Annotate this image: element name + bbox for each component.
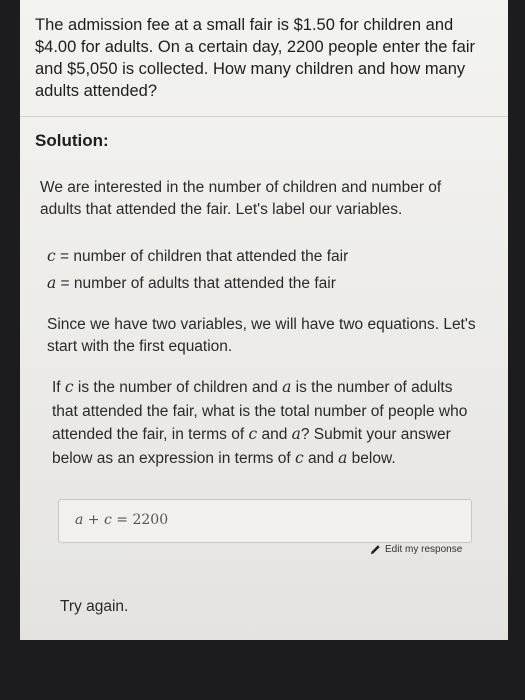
question-text: If xyxy=(52,379,65,396)
variable-definitions xyxy=(47,243,348,297)
problem-statement: The admission fee at a small fair is $1.50 for children and $4.00 for adults. On a certain day, 2200 people enter the fair and $5,050 is collected. How many children and how many adults attended? xyxy=(35,16,475,100)
answer-input[interactable] xyxy=(58,499,472,543)
math-var: a xyxy=(75,512,84,528)
question-text: ? Submit your answer below as an expression in terms of xyxy=(52,426,451,467)
variable-a: a xyxy=(47,274,57,292)
math-var: c xyxy=(64,378,74,396)
variable-c: c xyxy=(47,247,56,265)
equals-sign: = xyxy=(56,275,74,292)
math-var: a xyxy=(282,378,292,396)
math-var: a xyxy=(338,448,348,467)
answer-expression xyxy=(75,512,168,528)
edit-response-link[interactable] xyxy=(370,544,462,555)
pencil-icon xyxy=(370,544,381,555)
question-prompt xyxy=(52,376,482,470)
plus-sign: + xyxy=(83,512,104,528)
answer-number: 2200 xyxy=(132,512,169,528)
definition-adults xyxy=(47,270,348,297)
equals-sign: = xyxy=(111,512,133,528)
edit-response-label: Edit my response xyxy=(385,544,463,555)
solution-intro: We are interested in the number of children and number of adults that attended the fair. Let's label our variables. xyxy=(40,179,442,218)
math-var: c xyxy=(104,512,112,528)
worksheet-panel xyxy=(20,0,508,640)
question-text: and xyxy=(257,426,292,443)
question-text: and xyxy=(303,449,339,467)
equals-sign: = xyxy=(55,248,74,265)
math-var: a xyxy=(291,425,301,443)
section-divider xyxy=(20,116,508,117)
definition-text: number of children that attended the fair xyxy=(73,248,349,265)
math-var: c xyxy=(294,448,304,467)
equations-intro: Since we have two variables, we will have two equations. Let's start with the first equation. xyxy=(47,316,476,355)
definition-text: number of adults that attended the fair xyxy=(73,275,336,292)
definition-children xyxy=(47,243,348,270)
math-var: c xyxy=(248,425,258,443)
question-text: is the number of children and xyxy=(73,379,283,396)
question-text: is the number of adults that attended the fair, what is the total number of people who attended the fair, in terms of xyxy=(52,379,468,443)
solution-heading: Solution: xyxy=(35,131,109,150)
question-text: below. xyxy=(347,449,396,467)
feedback-message: Try again. xyxy=(60,598,129,615)
